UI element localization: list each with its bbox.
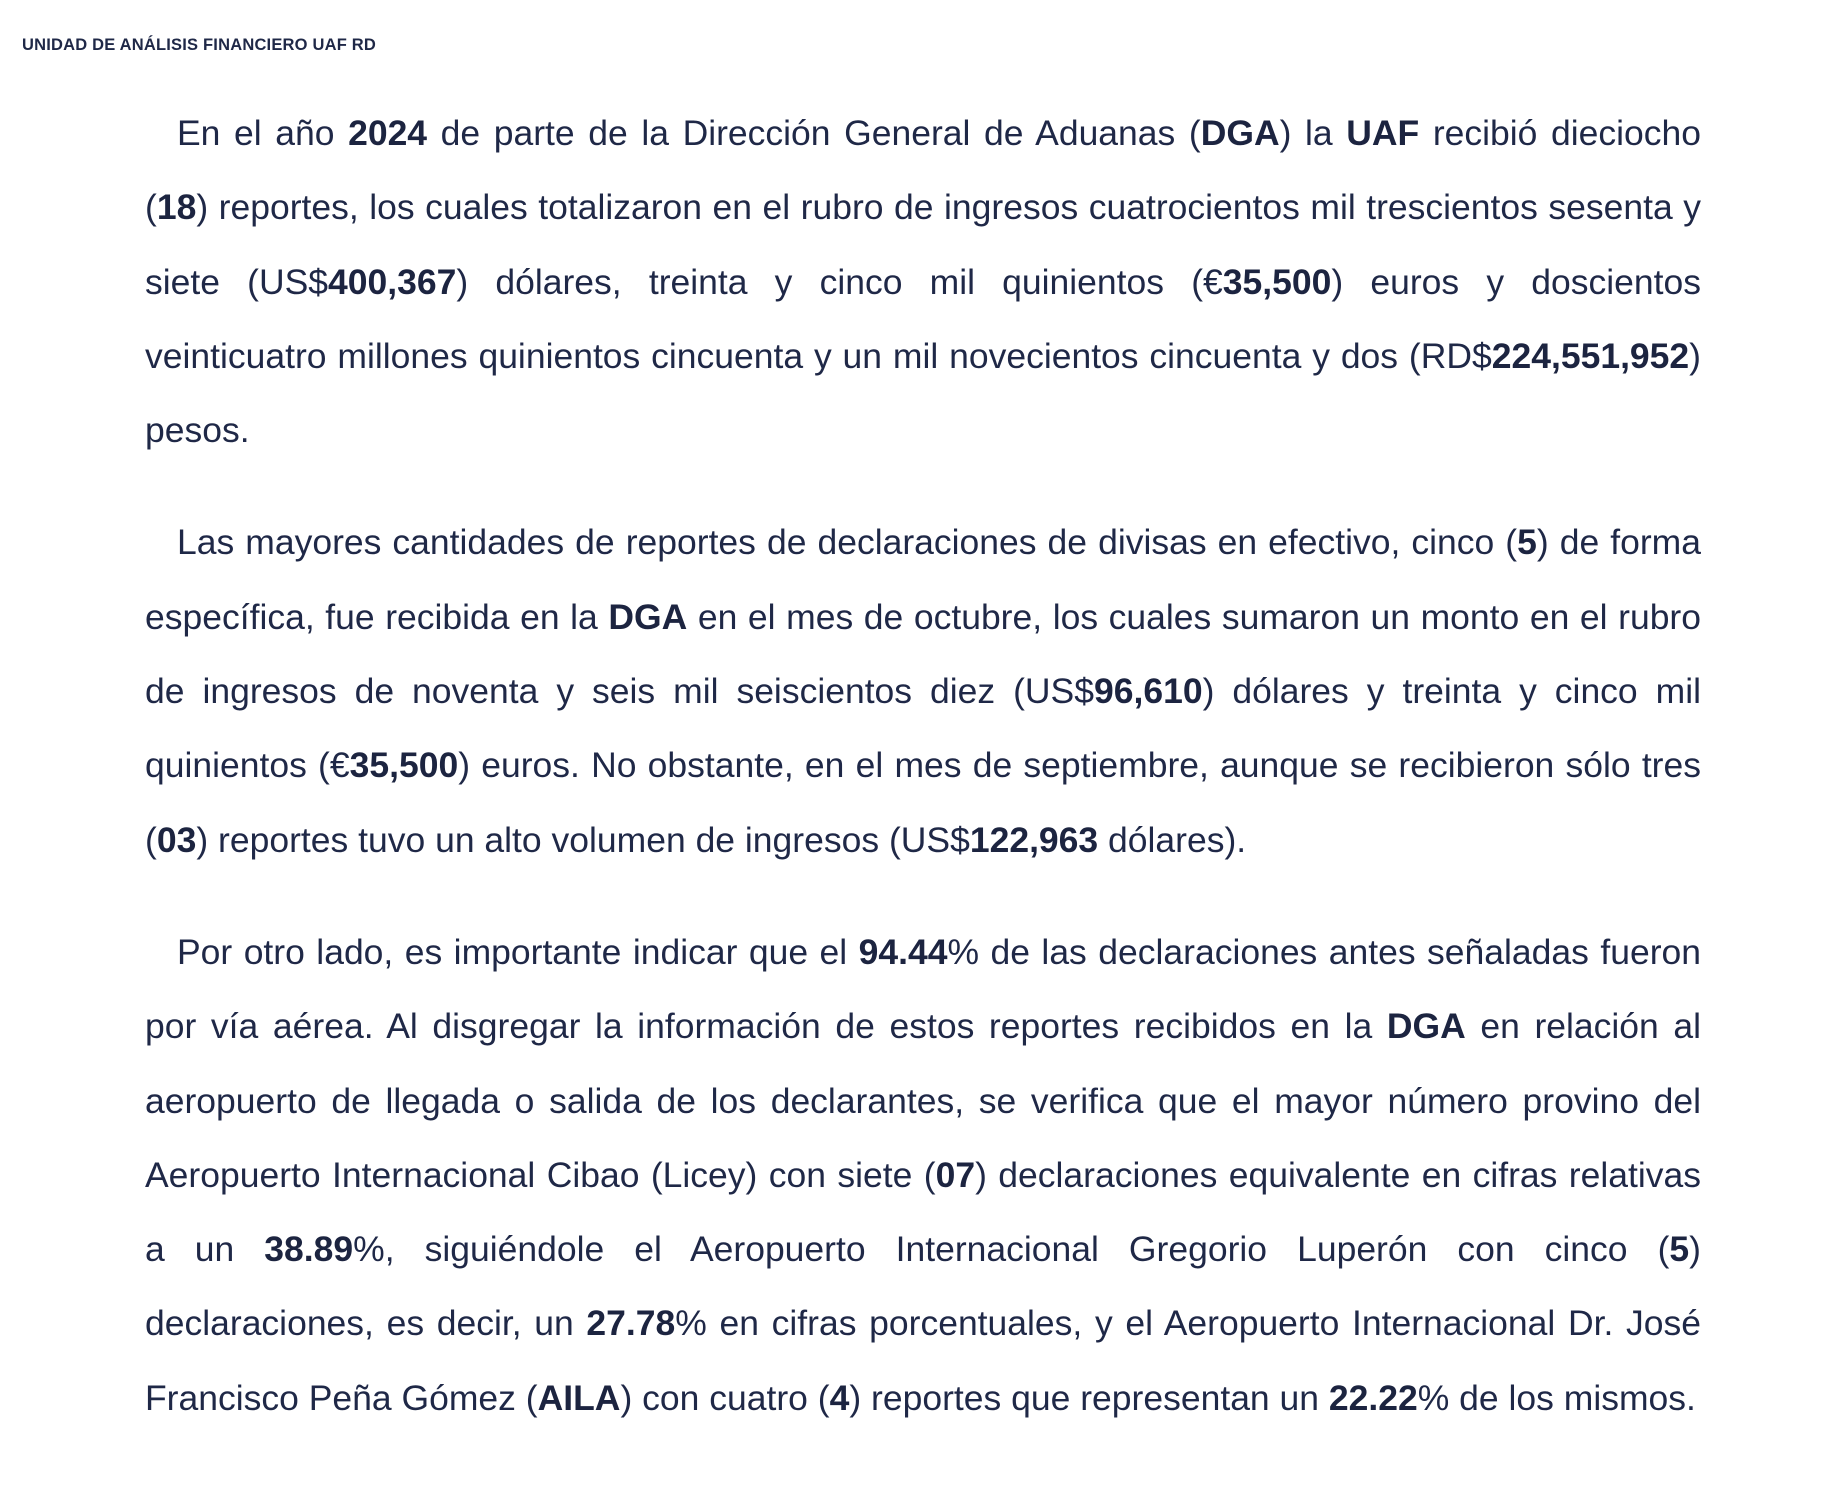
- text-run: de parte de la Dirección General de Aduanas (: [427, 113, 1201, 153]
- highlighted-value: DGA: [1200, 113, 1280, 153]
- highlighted-value: DGA: [1386, 1006, 1466, 1047]
- document-body: [145, 96, 1701, 1473]
- text-run: ) euros. No obstante, en el mes de septiembre, aunque se recibieron sólo tres (: [145, 745, 1701, 860]
- text-run: ) pesos.: [145, 335, 1701, 451]
- highlighted-value: AILA: [537, 1377, 621, 1418]
- highlighted-value: DGA: [608, 596, 688, 637]
- text-run: % de los mismos.: [1417, 1377, 1696, 1418]
- text-run: % en cifras porcentuales, y el Aeropuerto Internacional Dr. José Francisco Peña Gómez (: [145, 1303, 1701, 1418]
- text-run: ) de forma específica, fue recibida en la: [145, 522, 1701, 637]
- paragraph-dga-2024-summary: [145, 96, 1701, 467]
- highlighted-value: 35,500: [349, 745, 459, 786]
- paragraph-airport-breakdown: [145, 915, 1701, 1435]
- highlighted-value: 4: [829, 1377, 850, 1418]
- highlighted-value: 400,367: [328, 261, 457, 302]
- text-run: ) la: [1279, 113, 1347, 153]
- highlighted-value: UAF: [1346, 113, 1420, 153]
- highlighted-value: 07: [935, 1154, 976, 1195]
- highlighted-value: 18: [156, 187, 197, 228]
- highlighted-value: 2024: [348, 113, 428, 153]
- highlighted-value: 96,610: [1093, 671, 1203, 712]
- highlighted-value: 35,500: [1222, 261, 1332, 302]
- text-run: ) euros y doscientos veinticuatro millones quinientos cincuenta y un mil novecientos cincuenta y dos (RD$: [145, 261, 1701, 376]
- text-run: en relación al aeropuerto de llegada o salida de los declarantes, se verifica que el mayor número provino del Aeropuerto Internacional Cibao (Licey) con siete (: [145, 1006, 1702, 1195]
- highlighted-value: 5: [1669, 1229, 1690, 1270]
- highlighted-value: 38.89: [264, 1229, 354, 1270]
- text-run: ) declaraciones equivalente en cifras relativas a un: [145, 1154, 1701, 1270]
- text-run: % de las declaraciones antes señaladas fueron por vía aérea. Al disgregar la información de estos reportes recibidos en la: [145, 931, 1702, 1047]
- text-run: dólares).: [1098, 819, 1247, 860]
- highlighted-value: 224,551,952: [1491, 335, 1690, 376]
- highlighted-value: 27.78: [586, 1303, 676, 1344]
- highlighted-value: 122,963: [969, 819, 1099, 860]
- text-run: ) reportes que representan un: [849, 1377, 1329, 1418]
- text-run: Por otro lado, es importante indicar que el: [177, 931, 859, 972]
- text-run: ) dólares y treinta y cinco mil quinientos (€: [145, 671, 1701, 786]
- text-run: ) con cuatro (: [620, 1377, 830, 1418]
- text-run: En el año: [177, 113, 349, 153]
- highlighted-value: 94.44: [858, 931, 948, 972]
- paragraph-monthly-reports: [145, 505, 1701, 876]
- text-run: ) dólares, treinta y cinco mil quinientos (€: [456, 261, 1223, 302]
- text-run: recibió dieciocho (: [145, 113, 1701, 228]
- highlighted-value: 22.22: [1328, 1377, 1418, 1418]
- highlighted-value: 03: [156, 819, 197, 860]
- text-run: ) reportes tuvo un alto volumen de ingresos (US$: [196, 819, 970, 860]
- text-run: en el mes de octubre, los cuales sumaron un monto en el rubro de ingresos de noventa y seis mil seiscientos diez (US$: [145, 596, 1701, 712]
- text-run: %, siguiéndole el Aeropuerto Internacional Gregorio Luperón con cinco (: [353, 1229, 1670, 1270]
- highlighted-value: 5: [1517, 522, 1537, 563]
- page-header-title: UNIDAD DE ANÁLISIS FINANCIERO UAF RD: [22, 36, 377, 54]
- text-run: Las mayores cantidades de reportes de declaraciones de divisas en efectivo, cinco (: [177, 522, 1518, 563]
- text-run: ) declaraciones, es decir, un: [145, 1229, 1701, 1344]
- text-run: ) reportes, los cuales totalizaron en el rubro de ingresos cuatrocientos mil trescientos sesenta y siete (US$: [145, 187, 1701, 302]
